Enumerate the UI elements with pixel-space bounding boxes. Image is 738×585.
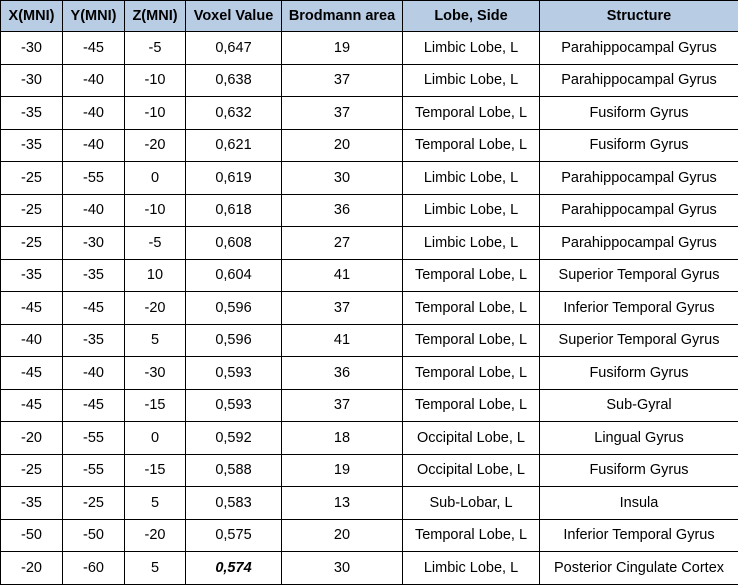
cell-voxel-value: 0,638 <box>186 64 282 97</box>
cell-x-mni: -45 <box>1 357 63 390</box>
table-body <box>1 32 738 585</box>
cell-lobe-side: Limbic Lobe, L <box>403 64 540 97</box>
cell-brodmann-area: 27 <box>282 227 403 260</box>
cell-x-mni: -50 <box>1 519 63 552</box>
cell-x-mni: -20 <box>1 422 63 455</box>
cell-lobe-side: Temporal Lobe, L <box>403 97 540 130</box>
cell-voxel-value: 0,593 <box>186 357 282 390</box>
cell-x-mni: -40 <box>1 324 63 357</box>
cell-lobe-side: Sub-Lobar, L <box>403 487 540 520</box>
cell-brodmann-area: 30 <box>282 162 403 195</box>
cell-x-mni: -35 <box>1 97 63 130</box>
cell-x-mni: -45 <box>1 389 63 422</box>
cell-brodmann-area: 36 <box>282 194 403 227</box>
table-row <box>1 129 738 162</box>
cell-z-mni: -20 <box>125 292 186 325</box>
cell-lobe-side: Limbic Lobe, L <box>403 32 540 65</box>
cell-z-mni: -20 <box>125 129 186 162</box>
cell-z-mni: -10 <box>125 64 186 97</box>
table-row <box>1 162 738 195</box>
table-row <box>1 97 738 130</box>
cell-structure: Inferior Temporal Gyrus <box>540 292 738 325</box>
cell-voxel-value: 0,596 <box>186 292 282 325</box>
cell-y-mni: -30 <box>63 227 125 260</box>
cell-brodmann-area: 13 <box>282 487 403 520</box>
table-row <box>1 552 738 585</box>
cell-z-mni: -20 <box>125 519 186 552</box>
cell-brodmann-area: 36 <box>282 357 403 390</box>
cell-z-mni: -15 <box>125 389 186 422</box>
cell-voxel-value: 0,647 <box>186 32 282 65</box>
cell-x-mni: -35 <box>1 129 63 162</box>
header-x-mni: X(MNI) <box>1 1 63 32</box>
cell-y-mni: -45 <box>63 32 125 65</box>
cell-structure: Parahippocampal Gyrus <box>540 162 738 195</box>
cell-voxel-value: 0,608 <box>186 227 282 260</box>
cell-lobe-side: Limbic Lobe, L <box>403 162 540 195</box>
cell-lobe-side: Occipital Lobe, L <box>403 454 540 487</box>
cell-z-mni: -5 <box>125 227 186 260</box>
cell-z-mni: 10 <box>125 259 186 292</box>
cell-brodmann-area: 19 <box>282 454 403 487</box>
cell-structure: Fusiform Gyrus <box>540 97 738 130</box>
table-row <box>1 519 738 552</box>
cell-voxel-value: 0,632 <box>186 97 282 130</box>
cell-brodmann-area: 20 <box>282 129 403 162</box>
cell-z-mni: -10 <box>125 194 186 227</box>
cell-y-mni: -45 <box>63 292 125 325</box>
table-row <box>1 422 738 455</box>
cell-brodmann-area: 37 <box>282 292 403 325</box>
cell-voxel-value: 0,574 <box>186 552 282 585</box>
cell-y-mni: -55 <box>63 454 125 487</box>
cell-x-mni: -35 <box>1 487 63 520</box>
cell-y-mni: -60 <box>63 552 125 585</box>
cell-structure: Parahippocampal Gyrus <box>540 194 738 227</box>
cell-z-mni: 0 <box>125 162 186 195</box>
cell-x-mni: -30 <box>1 64 63 97</box>
header-lobe-side: Lobe, Side <box>403 1 540 32</box>
cell-z-mni: 5 <box>125 324 186 357</box>
cell-z-mni: 5 <box>125 552 186 585</box>
table-row <box>1 227 738 260</box>
header-row <box>1 1 738 32</box>
cell-voxel-value: 0,618 <box>186 194 282 227</box>
cell-lobe-side: Temporal Lobe, L <box>403 259 540 292</box>
cell-z-mni: -15 <box>125 454 186 487</box>
cell-z-mni: 5 <box>125 487 186 520</box>
header-structure: Structure <box>540 1 738 32</box>
cell-voxel-value: 0,621 <box>186 129 282 162</box>
cell-structure: Insula <box>540 487 738 520</box>
cell-voxel-value: 0,593 <box>186 389 282 422</box>
cell-y-mni: -40 <box>63 97 125 130</box>
cell-lobe-side: Temporal Lobe, L <box>403 292 540 325</box>
table-row <box>1 454 738 487</box>
cell-x-mni: -30 <box>1 32 63 65</box>
cell-structure: Fusiform Gyrus <box>540 129 738 162</box>
table-row <box>1 32 738 65</box>
table-row <box>1 64 738 97</box>
cell-z-mni: -30 <box>125 357 186 390</box>
cell-lobe-side: Occipital Lobe, L <box>403 422 540 455</box>
cell-lobe-side: Temporal Lobe, L <box>403 519 540 552</box>
cell-structure: Superior Temporal Gyrus <box>540 324 738 357</box>
table-row <box>1 194 738 227</box>
cell-brodmann-area: 19 <box>282 32 403 65</box>
cell-lobe-side: Temporal Lobe, L <box>403 389 540 422</box>
cell-z-mni: -10 <box>125 97 186 130</box>
cell-voxel-value: 0,588 <box>186 454 282 487</box>
header-brodmann-area: Brodmann area <box>282 1 403 32</box>
cell-structure: Lingual Gyrus <box>540 422 738 455</box>
cell-brodmann-area: 37 <box>282 97 403 130</box>
cell-structure: Posterior Cingulate Cortex <box>540 552 738 585</box>
cell-lobe-side: Limbic Lobe, L <box>403 227 540 260</box>
cell-lobe-side: Temporal Lobe, L <box>403 357 540 390</box>
table-header <box>1 1 738 32</box>
cell-voxel-value: 0,604 <box>186 259 282 292</box>
cell-x-mni: -25 <box>1 194 63 227</box>
cell-brodmann-area: 41 <box>282 324 403 357</box>
cell-voxel-value: 0,592 <box>186 422 282 455</box>
cell-lobe-side: Temporal Lobe, L <box>403 324 540 357</box>
cell-y-mni: -40 <box>63 357 125 390</box>
cell-y-mni: -35 <box>63 259 125 292</box>
table-row <box>1 487 738 520</box>
cell-y-mni: -55 <box>63 162 125 195</box>
cell-lobe-side: Limbic Lobe, L <box>403 552 540 585</box>
header-y-mni: Y(MNI) <box>63 1 125 32</box>
cell-brodmann-area: 18 <box>282 422 403 455</box>
cell-x-mni: -35 <box>1 259 63 292</box>
cell-x-mni: -25 <box>1 227 63 260</box>
cell-structure: Fusiform Gyrus <box>540 454 738 487</box>
cell-y-mni: -35 <box>63 324 125 357</box>
cell-structure: Fusiform Gyrus <box>540 357 738 390</box>
cell-x-mni: -20 <box>1 552 63 585</box>
cell-voxel-value: 0,583 <box>186 487 282 520</box>
cell-lobe-side: Temporal Lobe, L <box>403 129 540 162</box>
cell-y-mni: -40 <box>63 129 125 162</box>
table-row <box>1 324 738 357</box>
cell-structure: Sub-Gyral <box>540 389 738 422</box>
cell-y-mni: -45 <box>63 389 125 422</box>
cell-brodmann-area: 37 <box>282 64 403 97</box>
header-z-mni: Z(MNI) <box>125 1 186 32</box>
cell-y-mni: -40 <box>63 194 125 227</box>
cell-y-mni: -50 <box>63 519 125 552</box>
cell-brodmann-area: 37 <box>282 389 403 422</box>
cell-structure: Parahippocampal Gyrus <box>540 64 738 97</box>
cell-structure: Parahippocampal Gyrus <box>540 32 738 65</box>
table-row <box>1 292 738 325</box>
cell-brodmann-area: 41 <box>282 259 403 292</box>
cell-y-mni: -55 <box>63 422 125 455</box>
cell-x-mni: -25 <box>1 454 63 487</box>
table-row <box>1 389 738 422</box>
table-row <box>1 259 738 292</box>
cell-z-mni: -5 <box>125 32 186 65</box>
cell-z-mni: 0 <box>125 422 186 455</box>
cell-brodmann-area: 20 <box>282 519 403 552</box>
cell-structure: Inferior Temporal Gyrus <box>540 519 738 552</box>
cell-voxel-value: 0,619 <box>186 162 282 195</box>
cell-structure: Parahippocampal Gyrus <box>540 227 738 260</box>
cell-x-mni: -25 <box>1 162 63 195</box>
table-row <box>1 357 738 390</box>
cell-brodmann-area: 30 <box>282 552 403 585</box>
cell-voxel-value: 0,575 <box>186 519 282 552</box>
cell-y-mni: -40 <box>63 64 125 97</box>
header-voxel-value: Voxel Value <box>186 1 282 32</box>
cell-y-mni: -25 <box>63 487 125 520</box>
cell-voxel-value: 0,596 <box>186 324 282 357</box>
cell-structure: Superior Temporal Gyrus <box>540 259 738 292</box>
cell-x-mni: -45 <box>1 292 63 325</box>
cell-lobe-side: Limbic Lobe, L <box>403 194 540 227</box>
